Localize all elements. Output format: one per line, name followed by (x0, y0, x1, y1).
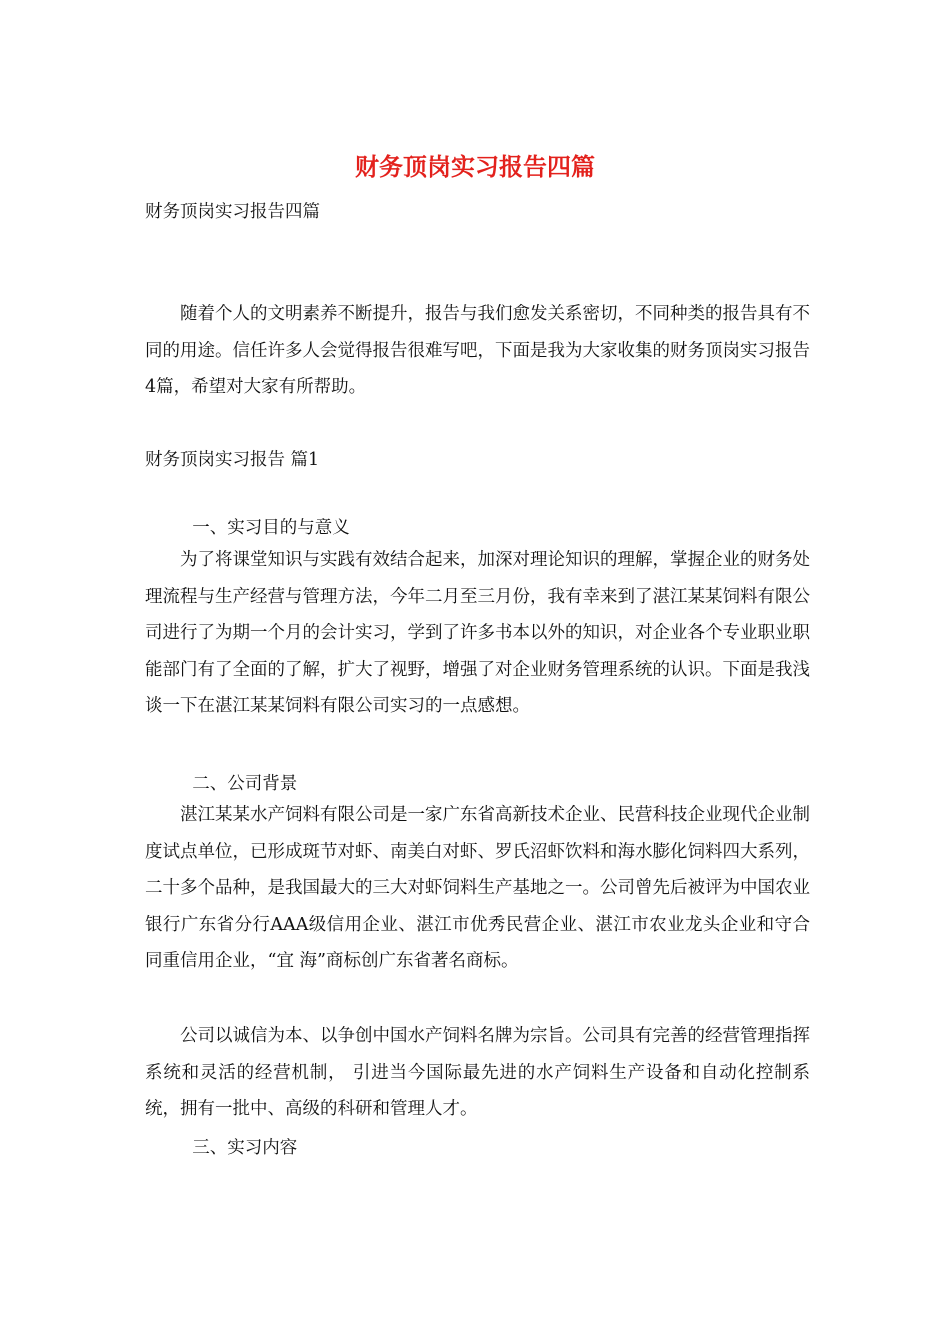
section-3-heading: 三、实习内容 (192, 1138, 298, 1158)
section-2-paragraph-1: 湛江某某水产饲料有限公司是一家广东省高新技术企业、民营科技企业现代企业制度试点单位，已形成斑节对虾、南美白对虾、罗氏沼虾饮料和海水膨化饲料四大系列，二十多个品种，是我国最大的三大对虾饲料生产基地之一。公司曾先后被评为中国农业银行广东省分行AAA级信用企业、湛江市优秀民营企业、湛江市农业龙头企业和守合同重信用企业，“宜 海”商标创广东省著名商标。 (145, 805, 810, 971)
section-1-paragraph: 为了将课堂知识与实践有效结合起来，加深对理论知识的理解，掌握企业的财务处理流程与生产经营与管理方法，今年二月至三月份，我有幸来到了湛江某某饲料有限公司进行了为期一个月的会计实习，学到了许多书本以外的知识，对企业各个专业职业职能部门有了全面的了解，扩大了视野，增强了对企业财务管理系统的认识。下面是我浅谈一下在湛江某某饲料有限公司实习的一点感想。 (145, 550, 810, 716)
document-subtitle: 财务顶岗实习报告四篇 (145, 202, 320, 222)
section-1-heading: 一、实习目的与意义 (192, 518, 350, 538)
document-title: 财务顶岗实习报告四篇 (355, 152, 595, 181)
section-2-paragraph-2: 公司以诚信为本、以争创中国水产饲料名牌为宗旨。公司具有完善的经营管理指挥系统和灵活的经营机制， 引进当今国际最先进的水产饲料生产设备和自动化控制系统，拥有一批中、高级的科研和管理人才。 (145, 1026, 810, 1119)
article-1-heading: 财务顶岗实习报告 篇1 (145, 450, 320, 470)
intro-paragraph: 随着个人的文明素养不断提升，报告与我们愈发关系密切，不同种类的报告具有不同的用途。信任许多人会觉得报告很难写吧，下面是我为大家收集的财务顶岗实习报告4篇，希望对大家有所帮助。 (145, 304, 810, 397)
section-2-heading: 二、公司背景 (192, 774, 298, 794)
